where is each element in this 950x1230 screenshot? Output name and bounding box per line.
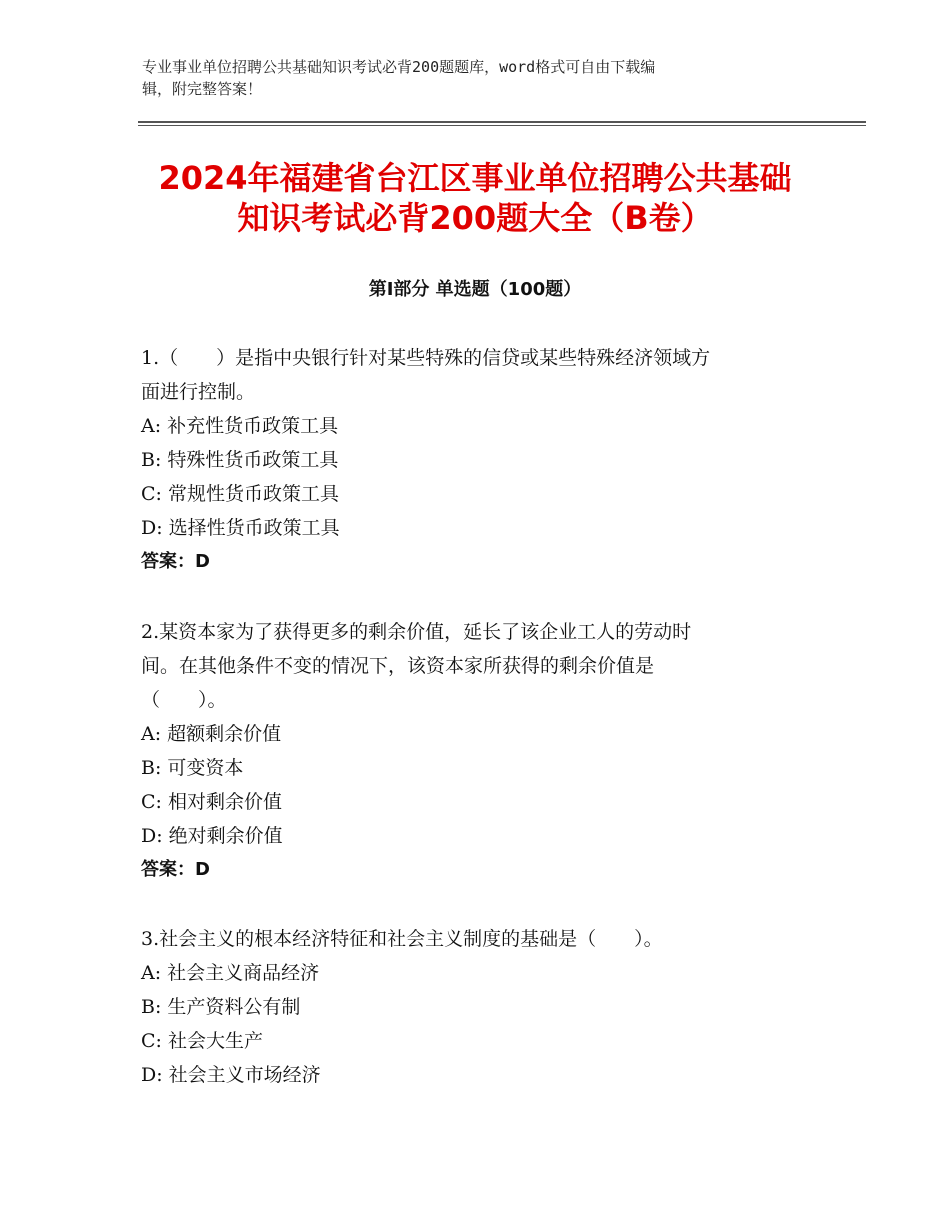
title-line: 知识考试必背200题大全（B卷） xyxy=(237,199,713,237)
option-c: C: 常规性货币政策工具 xyxy=(141,483,339,505)
option-d: D: 社会主义市场经济 xyxy=(141,1064,321,1086)
question-item xyxy=(141,341,811,579)
option-c: C: 相对剩余价值 xyxy=(141,791,282,813)
question-stem: 面进行控制。 xyxy=(141,381,256,403)
question-item xyxy=(141,615,811,887)
option-a: A: 社会主义商品经济 xyxy=(141,962,320,984)
question-stem: 2.某资本家为了获得更多的剩余价值，延长了该企业工人的劳动时 xyxy=(141,621,692,643)
header-line: 辑，附完整答案！ xyxy=(142,80,263,98)
header-line: 专业事业单位招聘公共基础知识考试必背200题题库，word格式可自由下载编 xyxy=(142,58,656,76)
answer-label: 答案：D xyxy=(141,859,210,880)
question-item xyxy=(141,922,811,1092)
option-d: D: 选择性货币政策工具 xyxy=(141,517,340,539)
header-divider xyxy=(138,121,866,123)
option-b: B: 可变资本 xyxy=(141,757,244,779)
section-heading: 第Ⅰ部分 单选题（100题） xyxy=(368,279,582,300)
question-stem: 1.（ ）是指中央银行针对某些特殊的信贷或某些特殊经济领域方 xyxy=(141,347,711,369)
document-title xyxy=(95,158,855,238)
option-a: A: 补充性货币政策工具 xyxy=(141,415,339,437)
option-c: C: 社会大生产 xyxy=(141,1030,263,1052)
option-b: B: 特殊性货币政策工具 xyxy=(141,449,339,471)
title-line: 2024年福建省台江区事业单位招聘公共基础 xyxy=(158,159,792,197)
page-header xyxy=(142,56,792,100)
question-stem: 间。在其他条件不变的情况下，该资本家所获得的剩余价值是 xyxy=(141,655,655,677)
option-d: D: 绝对剩余价值 xyxy=(141,825,283,847)
option-b: B: 生产资料公有制 xyxy=(141,996,301,1018)
header-divider xyxy=(138,125,866,126)
question-stem: （ ）。 xyxy=(141,689,227,711)
question-stem: 3.社会主义的根本经济特征和社会主义制度的基础是（ ）。 xyxy=(141,928,663,950)
option-a: A: 超额剩余价值 xyxy=(141,723,282,745)
answer-label: 答案：D xyxy=(141,551,210,572)
